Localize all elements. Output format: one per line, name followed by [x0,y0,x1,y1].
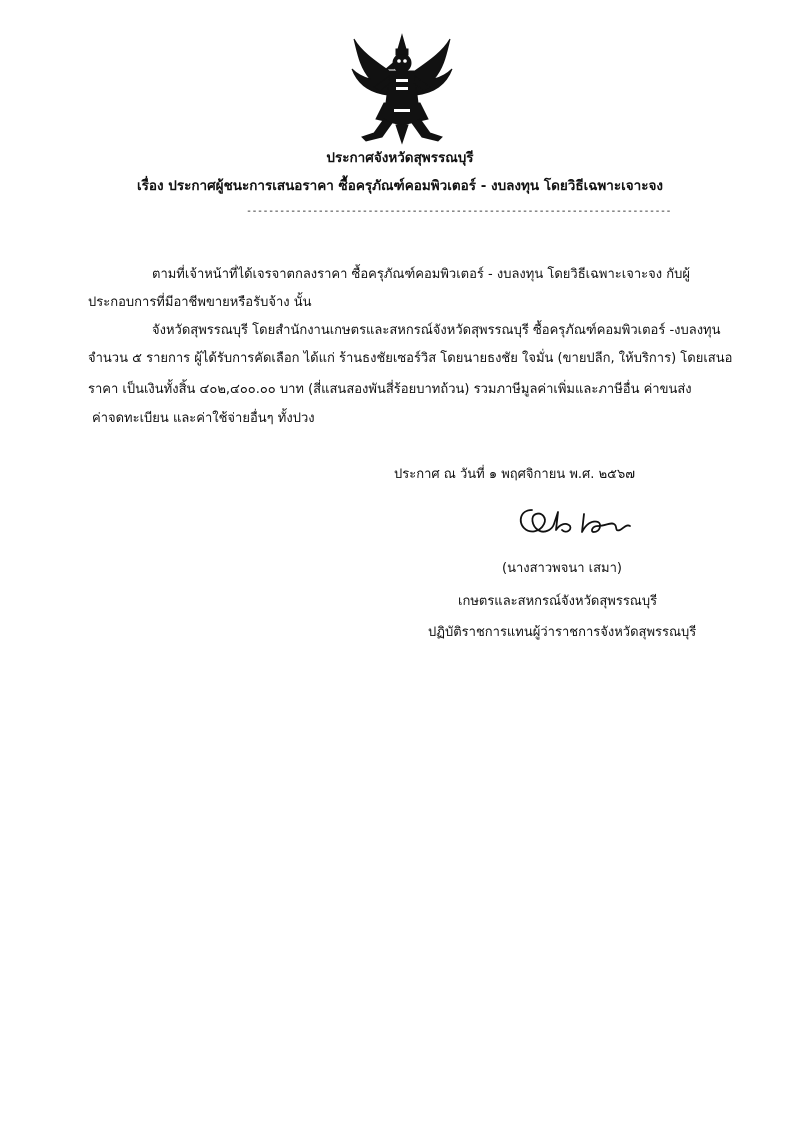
document-title: ประกาศจังหวัดสุพรรณบุรี [326,150,474,166]
paragraph1-line2: ประกอบการที่มีอาชีพขายหรือรับจ้าง นั้น [88,295,312,310]
paragraph1-line1: ตามที่เจ้าหน้าที่ได้เจรจาตกลงราคา ซื้อครุภัณฑ์คอมพิวเตอร์ - งบลงทุน โดยวิธีเฉพาะเจาะจง กับผู้ [152,267,690,282]
signer-acting-position: ปฏิบัติราชการแทนผู้ว่าราชการจังหวัดสุพรรณบุรี [428,625,697,640]
signer-position: เกษตรและสหกรณ์จังหวัดสุพรรณบุรี [458,594,658,609]
dashed-divider: ----------------------------------------------------------------------------- [246,206,672,217]
garuda-emblem [348,33,456,145]
paragraph2-line4: ค่าจดทะเบียน และค่าใช้จ่ายอื่นๆ ทั้งปวง [92,411,315,426]
signer-name: (นางสาวพจนา เสมา) [502,561,622,576]
handwritten-signature [514,500,634,542]
paragraph2-line2: จำนวน ๕ รายการ ผู้ได้รับการคัดเลือก ได้แก่ ร้านธงชัยเซอร์วิส โดยนายธงชัย ใจมั่น (ขายปลีก, ให้บริการ) โดยเสนอ [88,351,733,366]
paragraph2-line3: ราคา เป็นเงินทั้งสิ้น ๔๐๒,๔๐๐.๐๐ บาท (สี่แสนสองพันสี่ร้อยบาทถ้วน) รวมภาษีมูลค่าเพิ่มและภาษีอื่น ค่าขนส่ง [88,382,692,397]
document-subject: เรื่อง ประกาศผู้ชนะการเสนอราคา ซื้อครุภัณฑ์คอมพิวเตอร์ - งบลงทุน โดยวิธีเฉพาะเจาะจง [137,178,663,194]
paragraph2-line1: จังหวัดสุพรรณบุรี โดยสำนักงานเกษตรและสหกรณ์จังหวัดสุพรรณบุรี ซื้อครุภัณฑ์คอมพิวเตอร์ -งบลงทุน [152,323,721,338]
announcement-date: ประกาศ ณ วันที่ ๑ พฤศจิกายน พ.ศ. ๒๕๖๗ [394,467,636,482]
